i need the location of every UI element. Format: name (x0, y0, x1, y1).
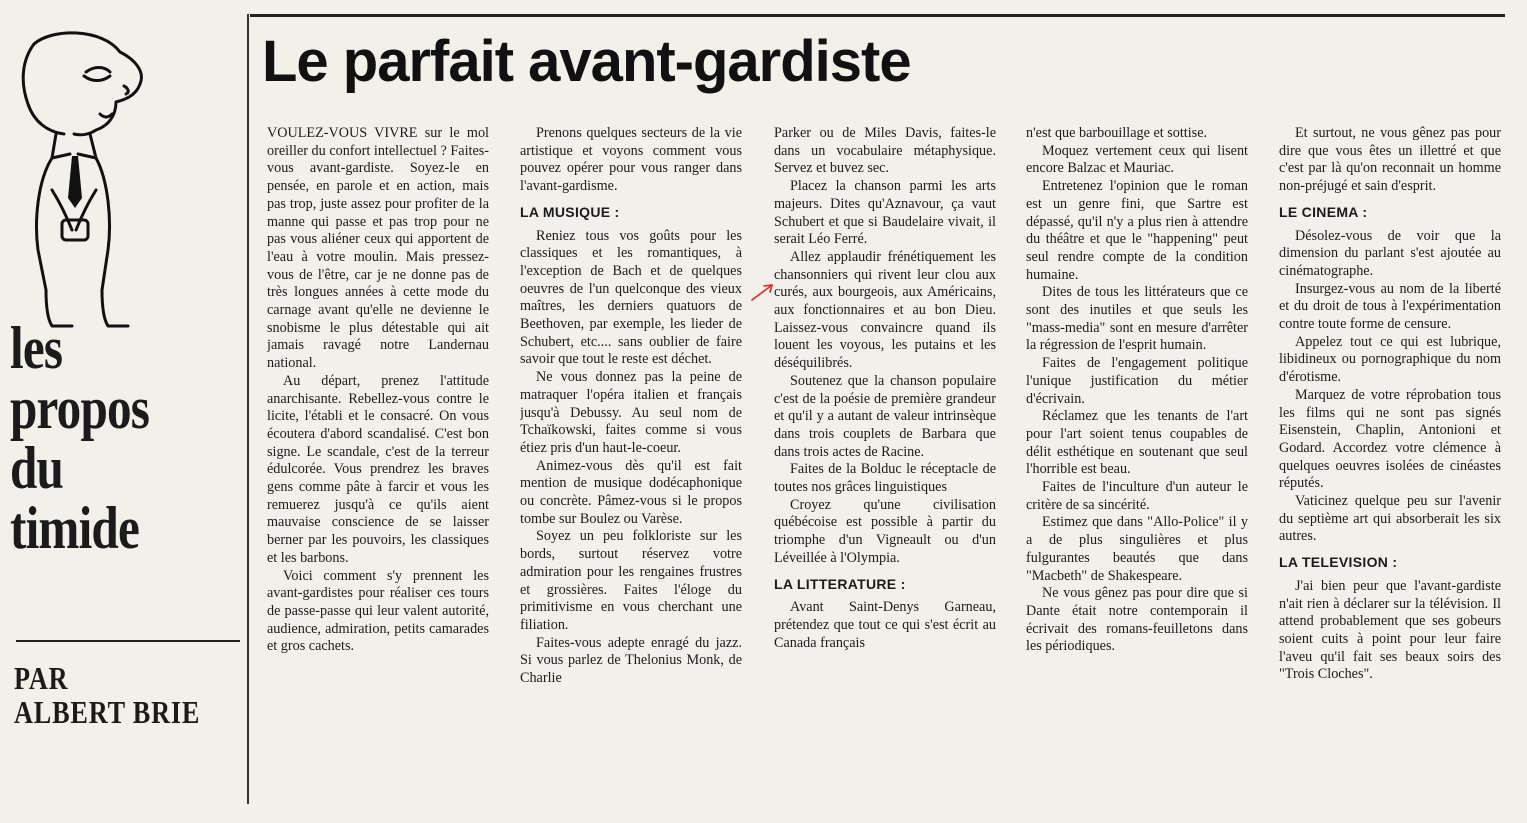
article-column-3 (774, 125, 996, 805)
paragraph: Marquez de votre réprobation tous les films qui ne sont pas signés Eisenstein, Chaplin, Antonioni et Godard. Accordez votre clémence à quelques oeuvres isolées de cinéastes réputés. (1279, 386, 1501, 492)
section-heading-litterature: LA LITTERATURE : (774, 575, 906, 592)
column-title-line: timide (10, 495, 139, 561)
paragraph: Parker ou de Miles Davis, faites-le dans un vocabulaire métaphysique. Servez et buvez sec. (774, 125, 996, 177)
paragraph: Faites de l'engagement politique l'unique justification du métier d'écrivain. (1026, 355, 1248, 407)
paragraph: Entretenez l'opinion que le roman est un genre fini, que Sartre est dépassé, qu'il n'y a plus rien à attendre du théâtre et que le "happening" peut seul rendre compte de la condition humaine. (1026, 178, 1248, 283)
paragraph: Soutenez que la chanson populaire c'est de la poésie de première grandeur et qu'il y a autant de valeur intrinsèque dans trois couplets de Barbara que dans trois actes de Racine. (774, 372, 996, 460)
paragraph: Faites-vous adepte enragé du jazz. Si vous parlez de Thelonius Monk, de Charlie (520, 634, 742, 687)
paragraph: Réclamez que les tenants de l'art pour l'art soient tenus coupables de délit esthétique en soutenant que seul l'horrible est beau. (1026, 408, 1248, 478)
paragraph: Au départ, prenez l'attitude anarchisante. Rebellez-vous contre le licite, l'établi et le consacré. On vous écoutera d'abord scandalisé. C'est bon signe. Le scandale, c'est de la terreur édulcorée. Vous prendrez les braves gens comme pâte à farcir et vous les remuerez jusqu'à ce qu'ils aient mauvaise conscience de se laisser berner par les pouvoirs, les classiques et les barbons. (267, 372, 489, 566)
headline: Le parfait avant-gardiste (262, 29, 911, 94)
paragraph: Désolez-vous de voir que la dimension du parlant s'est ajoutée au cinématographe. (1279, 227, 1501, 279)
article-column-4 (1026, 125, 1248, 805)
byline-author: ALBERT BRIE (14, 694, 201, 730)
paragraph: Ne vous gênez pas pour dire que si Dante était notre contemporain il écrivait des romans-feuilletons dans les périodiques. (1026, 585, 1248, 655)
column-title-line: les (10, 315, 63, 381)
paragraph: Prenons quelques secteurs de la vie artistique et voyons comment vous pouvez opérer pour vous ranger dans l'avant-gardisme. (520, 125, 742, 195)
paragraph: Faites de la Bolduc le réceptacle de toutes nos grâces linguistiques (774, 461, 996, 496)
paragraph: Dites de tous les littérateurs que ce sont des inutiles et que seuls les "mass-media" sont en mesure d'arrêter la régression de l'esprit humain. (1026, 284, 1248, 354)
paragraph: Faites de l'inculture d'un auteur le critère de sa sincérité. (1026, 479, 1248, 513)
paragraph: Ne vous donnez pas la peine de matraquer l'opéra italien et français jusqu'à Debussy. Au seul nom de Tchaïkowski, faites comme si vous étiez pris d'un haut-le-coeur. (520, 369, 742, 456)
top-rule (250, 14, 1505, 17)
section-heading-musique: LA MUSIQUE : (520, 203, 620, 220)
byline-prefix: PAR (14, 660, 69, 696)
paragraph: Appelez tout ce qui est lubrique, libidineux ou pornographique du nom d'érotisme. (1279, 333, 1501, 386)
paragraph: Soyez un peu folkloriste sur les bords, surtout réservez votre admiration pour les rengaines frustres et grossières. Faites l'éloge du primitivisme en vous cherchant une filiation. (520, 528, 742, 633)
article-column-1 (267, 125, 489, 805)
column-title (10, 315, 199, 561)
paragraph: n'est que barbouillage et sottise. (1026, 125, 1208, 141)
paragraph: Insurgez-vous au nom de la liberté et du droit de tous à l'expérimentation contre toute forme de censure. (1279, 280, 1501, 333)
paragraph: Croyez qu'une civilisation québécoise est possible à partir du triomphe d'un Vigneault ou d'un Léveillée à l'Olympia. (774, 496, 996, 566)
paragraph: Estimez que dans "Allo-Police" il y a de plus singulières et plus fulgurantes beautés que dans "Macbeth" de Shakespeare. (1026, 514, 1248, 584)
section-heading-television: LA TELEVISION : (1279, 554, 1398, 571)
byline-rule (16, 640, 240, 642)
article-column-2 (520, 125, 742, 805)
paragraph: Et surtout, ne vous gênez pas pour dire que vous êtes un illettré et que c'est par là qu'on reconnait un homme non-préjugé et sain d'esprit. (1279, 125, 1501, 195)
paragraph: Avant Saint-Denys Garneau, prétendez que tout ce qui s'est écrit au Canada français (774, 599, 996, 651)
red-arrow-marker (748, 282, 778, 304)
paragraph: Placez la chanson parmi les arts majeurs. Dites qu'Aznavour, ça vaut Schubert et que si Baudelaire vivait, il serait Léo Ferré. (774, 178, 996, 248)
paragraph: Moquez vertement ceux qui lisent encore Balzac et Mauriac. (1026, 142, 1248, 177)
paragraph: J'ai bien peur que l'avant-gardiste n'ait rien à déclarer sur la télévision. Il attend probablement que ses gobeurs soient cuits à point pour leur faire l'aveu qu'il fait ses beaux soirs des "Trois Cloches". (1279, 577, 1501, 683)
paragraph: Allez applaudir frénétiquement les chansonniers qui rivent leur clou aux curés, aux bourgeois, aux Américains, aux fonctionnaires et au bon Dieu. Laissez-vous convaincre quand ils louent les voyous, les putains et les déséquilibrés. (774, 248, 996, 372)
paragraph: Vaticinez quelque peu sur l'avenir du septième art qui absorberait les six autres. (1279, 493, 1501, 545)
paragraph: Voici comment s'y prennent les avant-gardistes pour réaliser ces tours de passe-passe qui leur valent autorité, audience, admiration, petits camarades et gros cachets. (267, 567, 489, 655)
column-title-line: du (10, 435, 64, 501)
column-divider (247, 14, 249, 804)
paragraph: Reniez tous vos goûts pour les classiques et les romantiques, à l'exception de Bach et de quelques oeuvres de l'un quelconque des vieux maîtres, les derniers quatuors de Beethoven, par exemple, les lieder de Schubert, etc.... sans oublier de faire savoir que tout le reste est déchet. (520, 227, 742, 368)
column-sidebar (0, 0, 245, 823)
article-column-5 (1279, 125, 1501, 805)
column-title-line: propos (10, 375, 150, 441)
paragraph: Animez-vous dès qu'il est fait mention de musique dodécaphonique ou concrète. Pâmez-vous si le propos tombe sur Boulez ou Varèse. (520, 457, 742, 527)
paragraph: VOULEZ-VOUS VIVRE sur le mol oreiller du confort intellectuel ? Faites-vous avant-gardiste. Soyez-le en pensée, en parole et en action, mais pas trop, juste assez pour profiter de la manne qui passe et pas trop pour ne pas vous aliéner ceux qui apportent de l'eau à votre moulin. Mais pressez-vous de l'être, car je ne donne pas de très longues années à cette mode du carnage avant qu'elle ne devienne le snobisme le plus détestable qui ait jamais ravagé notre Landernau national. (267, 125, 489, 372)
section-heading-cinema: LE CINEMA : (1279, 203, 1368, 220)
timid-man-illustration (12, 30, 162, 330)
